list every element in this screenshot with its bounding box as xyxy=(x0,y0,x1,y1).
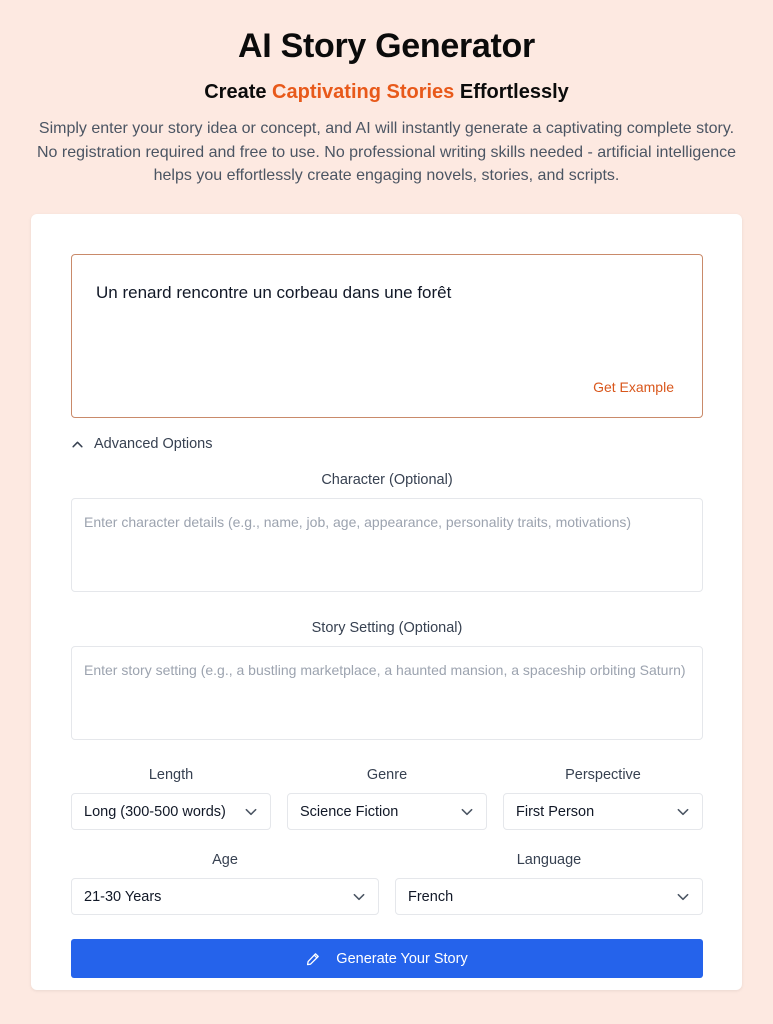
page-description: Simply enter your story idea or concept, and AI will instantly generate a captivating complete story. No registration required and free to use. No professional writing skills needed - artificial intelligence helps you effortlessly create engaging novels, stories, and scripts. xyxy=(36,120,737,184)
character-placeholder: Enter character details (e.g., name, job, age, appearance, personality traits, motivations) xyxy=(84,514,632,530)
character-input[interactable] xyxy=(71,498,703,592)
chevron-down-icon xyxy=(352,890,366,904)
story-idea-input[interactable] xyxy=(71,254,703,418)
language-label: Language xyxy=(516,852,582,868)
generate-story-label: Generate Your Story xyxy=(336,950,468,967)
age-value: 21-30 Years xyxy=(84,888,162,905)
advanced-options-label: Advanced Options xyxy=(94,436,213,452)
pencil-icon xyxy=(306,952,320,966)
story-setting-input[interactable] xyxy=(71,646,703,740)
story-idea-value[interactable]: Un renard rencontre un corbeau dans une forêt xyxy=(96,283,452,302)
genre-select[interactable] xyxy=(287,793,487,830)
subtitle-post: Effortlessly xyxy=(454,81,569,103)
perspective-label: Perspective xyxy=(565,767,641,783)
genre-value: Science Fiction xyxy=(300,803,399,820)
get-example-link[interactable]: Get Example xyxy=(593,379,674,395)
story-form-card xyxy=(31,214,742,990)
page-subtitle xyxy=(0,79,773,105)
perspective-select[interactable] xyxy=(503,793,703,830)
advanced-options-toggle[interactable] xyxy=(71,436,213,452)
length-select[interactable] xyxy=(71,793,271,830)
character-label: Character (Optional) xyxy=(321,472,453,488)
chevron-down-icon xyxy=(676,890,690,904)
age-select[interactable] xyxy=(71,878,379,915)
page-title: AI Story Generator xyxy=(238,27,535,65)
chevron-up-icon xyxy=(71,438,84,451)
generate-story-button[interactable] xyxy=(71,939,703,978)
age-label: Age xyxy=(212,852,238,868)
story-setting-placeholder: Enter story setting (e.g., a bustling marketplace, a haunted mansion, a spaceship orbiting Saturn) xyxy=(84,662,686,678)
chevron-down-icon xyxy=(460,805,474,819)
length-value: Long (300-500 words) xyxy=(84,803,226,820)
language-select[interactable] xyxy=(395,878,703,915)
hero-section xyxy=(0,0,773,188)
chevron-down-icon xyxy=(244,805,258,819)
subtitle-pre: Create xyxy=(204,81,273,103)
length-label: Length xyxy=(148,767,194,783)
subtitle-accent: Captivating Stories xyxy=(272,81,455,103)
language-value: French xyxy=(408,888,454,905)
story-setting-label: Story Setting (Optional) xyxy=(311,620,463,636)
chevron-down-icon xyxy=(676,805,690,819)
genre-label: Genre xyxy=(366,767,408,783)
perspective-value: First Person xyxy=(516,803,595,820)
